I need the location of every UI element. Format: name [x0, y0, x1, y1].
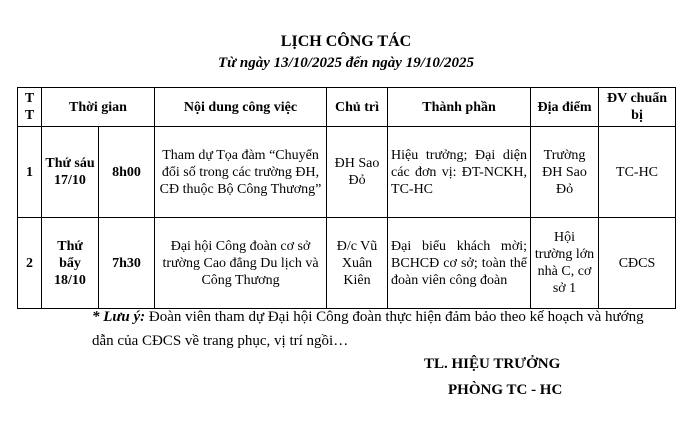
signature-title: TL. HIỆU TRƯỞNG	[424, 356, 561, 372]
header-prep: ĐV chuẩn bị	[599, 88, 676, 127]
row-participants: Đại biểu khách mời; BCHCĐ cơ sở; toàn thể đoàn viên công đoàn	[388, 218, 531, 309]
header-chair: Chủ trì	[327, 88, 388, 127]
schedule-table	[17, 87, 676, 309]
row-day: Thứ bẩy 18/10	[42, 218, 99, 309]
page-title: LỊCH CÔNG TÁC	[280, 33, 412, 50]
row-tt: 1	[18, 127, 42, 218]
header-time: Thời gian	[42, 88, 155, 127]
row-participants: Hiệu trưởng; Đại diện các đơn vị: ĐT-NCKH, TC-HC	[388, 127, 531, 218]
row-hour: 7h30	[99, 218, 155, 309]
row-tt: 2	[18, 218, 42, 309]
note-label: * Lưu ý:	[92, 309, 146, 325]
note-text: Đoàn viên tham dự Đại hội Công đoàn thực hiện đảm bảo theo kế hoạch và hướng dẫn của CĐCS về trang phục, vị trí ngồi…	[92, 309, 644, 349]
row-prep: TC-HC	[599, 127, 676, 218]
table-row	[18, 127, 676, 218]
header-content: Nội dung công việc	[155, 88, 327, 127]
row-chair: ĐH Sao Đỏ	[327, 127, 388, 218]
row-hour: 8h00	[99, 127, 155, 218]
row-prep: CĐCS	[599, 218, 676, 309]
row-day: Thứ sáu 17/10	[42, 127, 99, 218]
signature-department: PHÒNG TC - HC	[448, 382, 563, 398]
date-range-subtitle: Từ ngày 13/10/2025 đến ngày 19/10/2025	[217, 55, 475, 71]
table-row	[18, 218, 676, 309]
table-header-row	[18, 88, 676, 127]
row-content: Đại hội Công đoàn cơ sở trường Cao đẳng Du lịch và Công Thương	[155, 218, 327, 309]
header-location: Địa điểm	[531, 88, 599, 127]
row-location: Hội trường lớn nhà C, cơ sở 1	[531, 218, 599, 309]
row-location: Trường ĐH Sao Đỏ	[531, 127, 599, 218]
header-tt: T T	[18, 88, 42, 127]
row-chair: Đ/c Vũ Xuân Kiên	[327, 218, 388, 309]
row-content: Tham dự Tọa đàm “Chuyển đổi số trong các trường ĐH, CĐ thuộc Bộ Công Thương”	[155, 127, 327, 218]
note-paragraph	[50, 305, 660, 353]
header-participants: Thành phần	[388, 88, 531, 127]
